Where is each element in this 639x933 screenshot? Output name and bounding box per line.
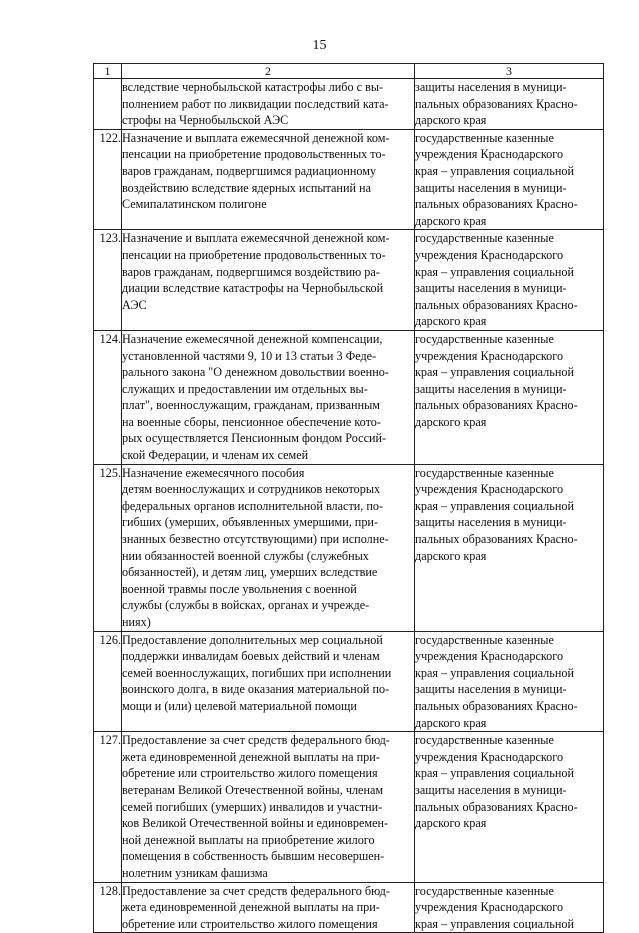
column-header-number: 1 bbox=[94, 64, 122, 79]
text-line: ной денежной выплаты на приобретение жилого bbox=[122, 832, 375, 847]
table-header-row bbox=[94, 64, 604, 79]
text-line: учреждения Краснодарского bbox=[415, 147, 564, 162]
text-line: пальных образованиях Красно- bbox=[415, 297, 578, 312]
text-line: пальных образованиях Красно- bbox=[415, 532, 578, 547]
responsible-body bbox=[415, 732, 604, 882]
text-line: учреждения Краснодарского bbox=[415, 348, 564, 363]
table-row bbox=[94, 464, 604, 631]
text-line: полнением работ по ликвидации последствий ката- bbox=[122, 96, 389, 111]
row-number: 124. bbox=[94, 330, 122, 464]
service-description bbox=[122, 631, 415, 732]
text-line: защиты населения в муници- bbox=[415, 682, 567, 697]
text-line: воинского долга, в виде оказания материальной по- bbox=[122, 682, 390, 697]
responsible-body bbox=[415, 464, 604, 631]
text-line: Предоставление дополнительных мер социальной bbox=[122, 632, 383, 647]
text-line: пальных образованиях Красно- bbox=[415, 799, 578, 814]
responsible-body bbox=[415, 79, 604, 130]
text-line: защиты населения в муници- bbox=[415, 281, 567, 296]
text-line: государственные казенные bbox=[415, 331, 554, 346]
text-line: пальных образованиях Красно- bbox=[415, 698, 578, 713]
service-description bbox=[122, 882, 415, 933]
text-line: поддержки инвалидам боевых действий и членам bbox=[122, 649, 380, 664]
text-line: Предоставление за счет средств федерального бюд- bbox=[122, 883, 390, 898]
text-line: Семипалатинском полигоне bbox=[122, 197, 267, 212]
text-line: Назначение и выплата ежемесячной денежной ком- bbox=[122, 130, 390, 145]
row-number: 123. bbox=[94, 230, 122, 331]
text-line: края – управления социальной bbox=[415, 365, 574, 380]
table-row bbox=[94, 79, 604, 130]
row-number: 125. bbox=[94, 464, 122, 631]
text-line: на военные сборы, пенсионное обеспечение кото- bbox=[122, 414, 381, 429]
text-line: учреждения Краснодарского bbox=[415, 247, 564, 262]
text-line: федеральных органов исполнительной власти, по- bbox=[122, 498, 384, 513]
text-line: строфы на Чернобыльской АЭС bbox=[122, 113, 289, 128]
row-number bbox=[94, 79, 122, 130]
text-line: знанных безвестно отсутствующими) при исполне- bbox=[122, 532, 389, 547]
text-line: государственные казенные bbox=[415, 465, 554, 480]
responsible-body bbox=[415, 882, 604, 933]
text-line: гибших (умерших, объявленных умершими, при- bbox=[122, 515, 379, 530]
text-line: диации вследствие катастрофы на Чернобыльской bbox=[122, 281, 384, 296]
table-row bbox=[94, 230, 604, 331]
responsible-body bbox=[415, 631, 604, 732]
text-line: пенсации на приобретение продовольственных то- bbox=[122, 247, 386, 262]
text-line: семей военнослужащих, погибших при исполнении bbox=[122, 665, 392, 680]
responsible-body bbox=[415, 129, 604, 230]
text-line: пальных образованиях Красно- bbox=[415, 398, 578, 413]
text-line: АЭС bbox=[122, 297, 147, 312]
text-line: государственные казенные bbox=[415, 733, 554, 748]
text-line: воздействию вследствие ядерных испытаний на bbox=[122, 180, 371, 195]
text-line: рального закона "О денежном довольствии военно- bbox=[122, 365, 389, 380]
text-line: края – управления социальной bbox=[415, 916, 574, 931]
text-line: обретение или строительство жилого помещения bbox=[122, 766, 378, 781]
responsible-body bbox=[415, 230, 604, 331]
text-line: рых осуществляется Пенсионным фондом Россий- bbox=[122, 431, 387, 446]
text-line: военной травмы после увольнения с военной bbox=[122, 581, 357, 596]
text-line: мощи и (или) целевой материальной помощи bbox=[122, 698, 357, 713]
text-line: защиты населения в муници- bbox=[415, 515, 567, 530]
text-line: плат", военнослужащим, гражданам, призванным bbox=[122, 398, 380, 413]
text-line: защиты населения в муници- bbox=[415, 381, 567, 396]
text-line: ской Федерации, и членам их семей bbox=[122, 448, 309, 463]
text-line: службы (службы в войсках, органах и учрежде- bbox=[122, 598, 370, 613]
text-line: дарского края bbox=[415, 816, 487, 831]
text-line: защиты населения в муници- bbox=[415, 180, 567, 195]
text-line: дарского края bbox=[415, 314, 487, 329]
text-line: учреждения Краснодарского bbox=[415, 749, 564, 764]
text-line: края – управления социальной bbox=[415, 163, 574, 178]
text-line: ниях) bbox=[122, 615, 151, 629]
text-line: детям военнослужащих и сотрудников некоторых bbox=[122, 482, 381, 497]
table-row bbox=[94, 631, 604, 732]
text-line: государственные казенные bbox=[415, 632, 554, 647]
text-line: нии обязанностей военной службы (служебных bbox=[122, 548, 369, 563]
text-line: учреждения Краснодарского bbox=[415, 482, 564, 497]
text-line: ветеранам Великой Отечественной войны, членам bbox=[122, 782, 384, 797]
text-line: пальных образованиях Красно- bbox=[415, 96, 578, 111]
table-row bbox=[94, 330, 604, 464]
text-line: пенсации на приобретение продовольственных то- bbox=[122, 147, 386, 162]
text-line: края – управления социальной bbox=[415, 766, 574, 781]
service-description bbox=[122, 330, 415, 464]
text-line: защиты населения в муници- bbox=[415, 80, 567, 94]
text-line: дарского края bbox=[415, 113, 487, 128]
text-line: государственные казенные bbox=[415, 883, 554, 898]
text-line: дарского края bbox=[415, 414, 487, 429]
row-number: 122. bbox=[94, 129, 122, 230]
text-line: Назначение ежемесячной денежной компенсации, bbox=[122, 331, 383, 346]
text-line: дарского края bbox=[415, 715, 487, 730]
service-description bbox=[122, 79, 415, 130]
text-line: края – управления социальной bbox=[415, 498, 574, 513]
row-number: 128. bbox=[94, 882, 122, 933]
text-line: установленной частями 9, 10 и 13 статьи 3 Феде- bbox=[122, 348, 377, 363]
services-table bbox=[93, 63, 604, 933]
text-line: Назначение и выплата ежемесячной денежной ком- bbox=[122, 231, 390, 246]
service-description bbox=[122, 230, 415, 331]
text-line: государственные казенные bbox=[415, 130, 554, 145]
service-description bbox=[122, 732, 415, 882]
service-description bbox=[122, 464, 415, 631]
table-row bbox=[94, 732, 604, 882]
text-line: края – управления социальной bbox=[415, 665, 574, 680]
page-number: 15 bbox=[312, 38, 327, 53]
text-line: служащих и предоставлении им отдельных вы- bbox=[122, 381, 368, 396]
text-line: жета единовременной денежной выплаты на при- bbox=[122, 749, 380, 764]
service-description bbox=[122, 129, 415, 230]
column-header-service: 2 bbox=[122, 64, 415, 79]
text-line: пальных образованиях Красно- bbox=[415, 197, 578, 212]
text-line: государственные казенные bbox=[415, 231, 554, 246]
text-line: семей погибших (умерших) инвалидов и участни- bbox=[122, 799, 383, 814]
table-row bbox=[94, 882, 604, 933]
text-line: защиты населения в муници- bbox=[415, 782, 567, 797]
text-line: дарского края bbox=[415, 213, 487, 228]
table-row bbox=[94, 129, 604, 230]
text-line: учреждения Краснодарского bbox=[415, 649, 564, 664]
text-line: ков Великой Отечественной войны и единовремен- bbox=[122, 816, 389, 831]
row-number: 126. bbox=[94, 631, 122, 732]
text-line: жета единовременной денежной выплаты на при- bbox=[122, 900, 380, 915]
text-line: помещения в собственность бывшим несовершен- bbox=[122, 849, 385, 864]
text-line: обязанностей), и детям лиц, умерших вследствие bbox=[122, 565, 378, 580]
text-line: дарского края bbox=[415, 548, 487, 563]
text-line: нолетним узникам фашизма bbox=[122, 865, 268, 880]
text-line: учреждения Краснодарского bbox=[415, 900, 564, 915]
text-line: Назначение ежемесячного пособия bbox=[122, 465, 305, 480]
text-line: вследствие чернобыльской катастрофы либо с вы- bbox=[122, 80, 384, 94]
responsible-body bbox=[415, 330, 604, 464]
column-header-body: 3 bbox=[415, 64, 604, 79]
text-line: варов гражданам, подвергшимся радиационному bbox=[122, 163, 377, 178]
text-line: обретение или строительство жилого помещения bbox=[122, 916, 378, 931]
text-line: варов гражданам, подвергшимся воздействию ра- bbox=[122, 264, 380, 279]
text-line: края – управления социальной bbox=[415, 264, 574, 279]
row-number: 127. bbox=[94, 732, 122, 882]
text-line: Предоставление за счет средств федерального бюд- bbox=[122, 733, 390, 748]
